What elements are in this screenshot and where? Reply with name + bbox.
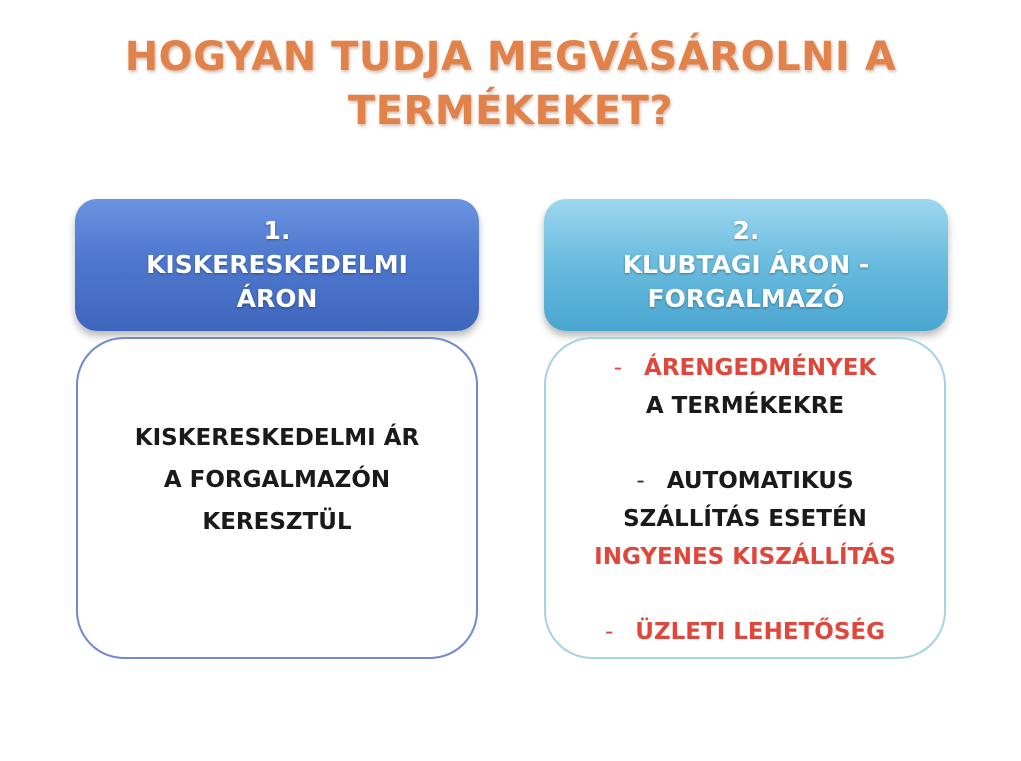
bullet-dash: - <box>636 468 645 494</box>
benefit-shipping-line-2: SZÁLLÍTÁS ESETÉN <box>623 506 867 532</box>
option-1-number: 1. <box>263 216 291 245</box>
option-2-body <box>544 337 946 659</box>
option-1-body-line-3: KERESZTÜL <box>202 509 352 535</box>
benefit-free-delivery: INGYENES KISZÁLLÍTÁS <box>594 544 896 570</box>
option-1-body-line-2: A FORGALMAZÓN <box>163 467 391 493</box>
option-1-title-line-1: KISKERESKEDELMI <box>146 250 408 279</box>
benefit-discounts <box>546 349 944 387</box>
option-1-title-line-2: ÁRON <box>236 284 318 313</box>
slide-title <box>0 30 1021 138</box>
option-2-title-line-2: FORGALMAZÓ <box>647 284 845 313</box>
benefit-business-highlight: ÜZLETI LEHETŐSÉG <box>635 619 885 645</box>
option-1-body-line-1: KISKERESKEDELMI ÁR <box>134 425 420 451</box>
benefit-shipping <box>546 462 944 500</box>
option-2-number: 2. <box>732 216 760 245</box>
benefit-shipping-line-1: AUTOMATIKUS <box>666 468 854 494</box>
benefit-discounts-text: A TERMÉKEKRE <box>645 393 845 419</box>
slide-title-line-2: TERMÉKEKET? <box>347 88 674 134</box>
bullet-dash: - <box>604 619 614 645</box>
bullet-dash: - <box>613 355 623 381</box>
benefit-discounts-highlight: ÁRENGEDMÉNYEK <box>644 355 877 381</box>
slide-title-line-1: HOGYAN TUDJA MEGVÁSÁROLNI A <box>124 34 897 80</box>
option-1-header <box>75 199 479 331</box>
option-1-body <box>76 337 478 659</box>
option-2-header <box>544 199 948 331</box>
option-2-title-line-1: KLUBTAGI ÁRON - <box>622 250 870 279</box>
benefit-business <box>546 613 944 651</box>
